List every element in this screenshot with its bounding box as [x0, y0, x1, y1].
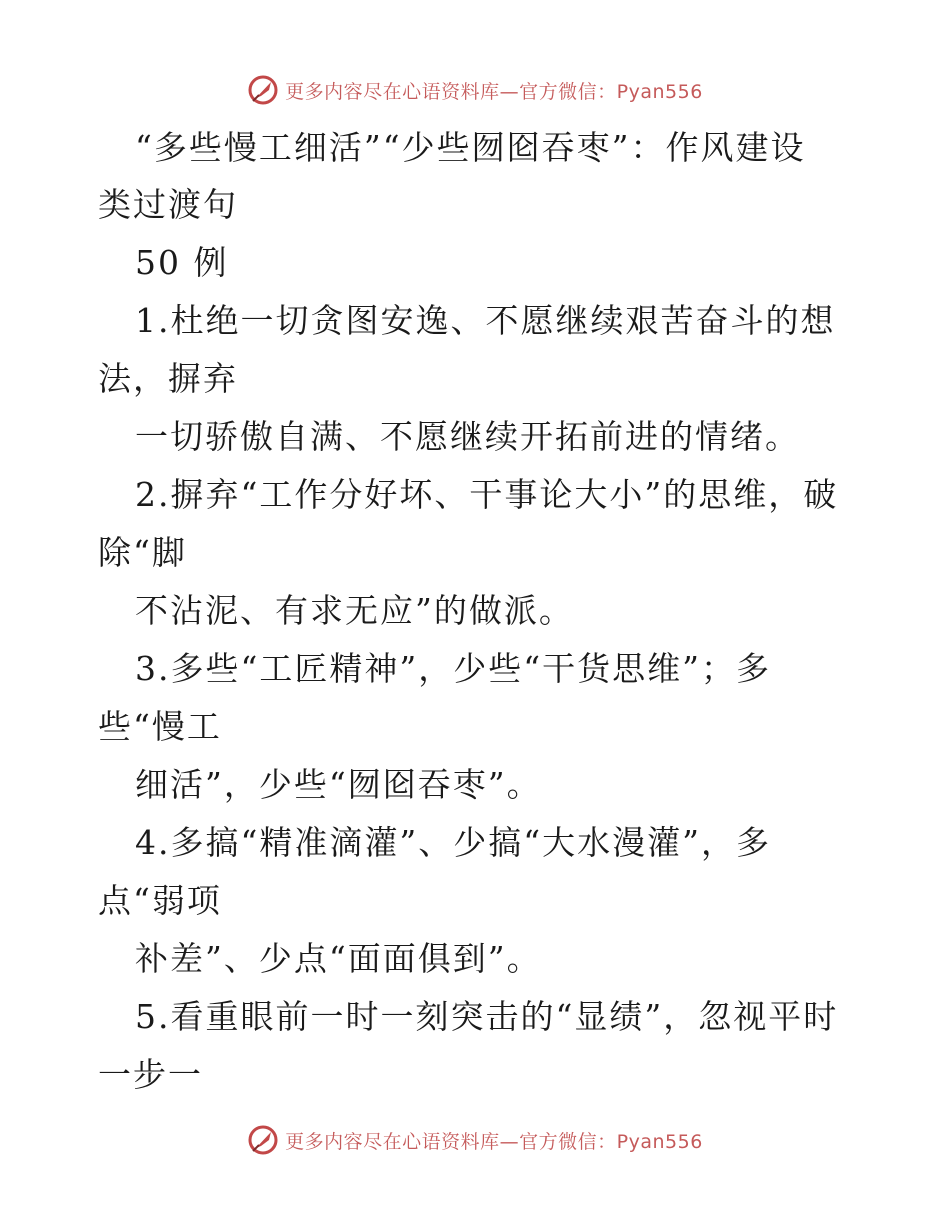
text-line: 法，摒弃: [98, 359, 238, 398]
text-line: 细活”，少些“囫囵吞枣”。: [135, 765, 542, 804]
text-line: 2.摒弃“工作分好坏、干事论大小”的思维，破: [135, 475, 839, 514]
quill-logo-icon: [247, 74, 279, 106]
text-line: 一步一: [98, 1055, 203, 1094]
text-line: 5.看重眼前一时一刻突击的“显绩”，忽视平时: [135, 997, 839, 1036]
text-line: 不沾泥、有求无应”的做派。: [135, 591, 574, 630]
text-line: 50 例: [135, 243, 229, 282]
quill-logo-icon: [247, 1124, 279, 1156]
text-line: “多些慢工细活”“少些囫囵吞枣”：作风建设: [135, 128, 806, 167]
header-watermark-banner: [0, 70, 950, 110]
text-line: 一切骄傲自满、不愿继续开拓前进的情绪。: [135, 417, 800, 456]
text-line: 3.多些“工匠精神”，少些“干货思维”；多: [135, 649, 771, 688]
header-watermark-text: 更多内容尽在心语资料库—官方微信：Pyan556: [285, 80, 703, 103]
text-line: 点“弱项: [98, 881, 222, 920]
text-line: 些“慢工: [98, 707, 222, 746]
text-line: 1.杜绝一切贪图安逸、不愿继续艰苦奋斗的想: [135, 301, 836, 340]
text-line: 类过渡句: [98, 185, 238, 224]
footer-watermark-text: 更多内容尽在心语资料库—官方微信：Pyan556: [285, 1130, 703, 1153]
footer-watermark-banner: [0, 1120, 950, 1160]
text-line: 除“脚: [98, 533, 187, 572]
text-line: 4.多搞“精准滴灌”、少搞“大水漫灌”，多: [135, 823, 771, 862]
text-line: 补差”、少点“面面俱到”。: [135, 939, 542, 978]
